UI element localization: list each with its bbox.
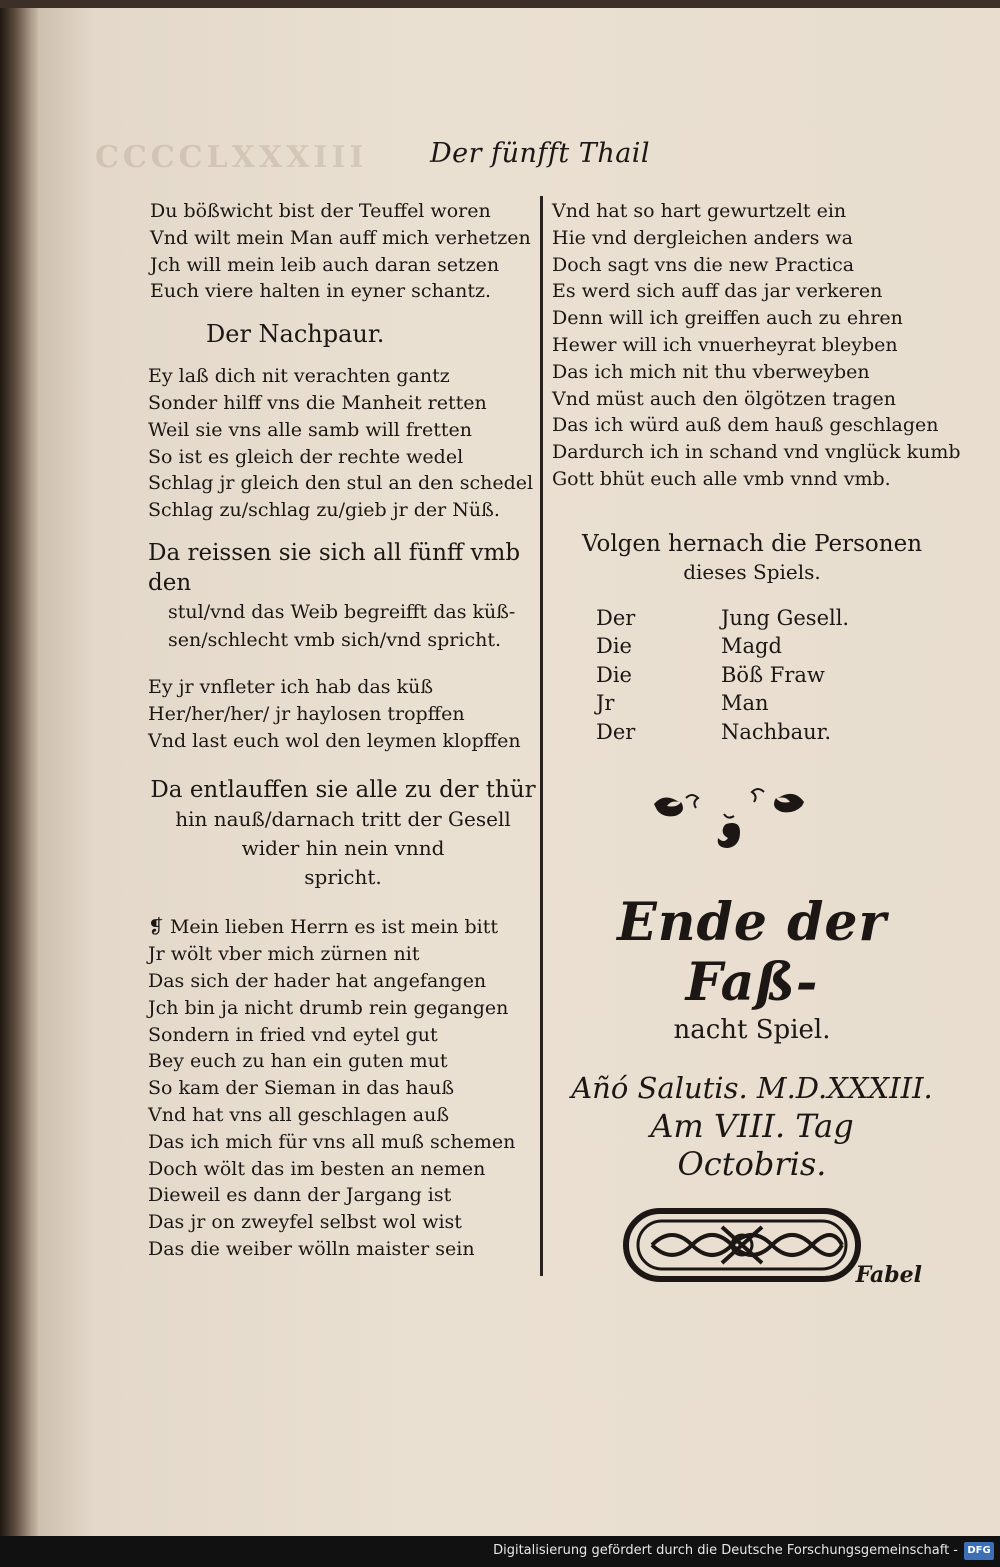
stage-line: wider hin nein vnnd [241,836,445,861]
personen-heading-line: Volgen hernach die Personen [581,530,923,557]
stage-line: spricht. [304,865,382,890]
verse-line: Vnd hat so hart gewurtzelt ein [552,200,847,222]
personen-heading-line: dieses Spiels. [683,559,821,584]
verse-line: Jr wölt vber mich zürnen nit [148,943,420,966]
colophon-title: Ende der Faß- [617,892,887,1014]
personen-list [596,604,952,747]
verse-line: Gott bhüt euch alle vmb vnnd vmb. [552,467,891,490]
column-divider [540,196,543,1276]
imprint-line: Am VIII. Tag [650,1107,854,1146]
personen-role: Magd [721,634,782,659]
stage-direction [148,776,538,892]
verse-line: Denn will ich greiffen auch zu ehren [552,307,903,330]
stage-line: Da reissen sie sich all fünff vmb den [148,539,521,596]
colophon-subtitle: nacht Spiel. [673,1015,831,1046]
verse-line: Euch viere halten in eyner schantz. [150,280,492,303]
verse-block [150,198,538,305]
verse-line: Das sich der hader hat angefangen [148,969,487,992]
verse-line: Hewer will ich vnuerheyrat bleyben [552,333,898,356]
verse-line: So kam der Sieman in das hauß [148,1077,455,1100]
verse-line: Jch bin ja nicht drumb rein gegangen [148,996,509,1019]
imprint-line: Octobris. [677,1145,827,1184]
personen-article: Der [596,719,636,744]
verse-line: Sonder hilff vns die Manheit retten [148,391,487,414]
running-head: Der fünfft Thail [430,138,651,169]
catchword: Fabel [855,1262,922,1288]
verse-block [552,198,961,493]
verse-line: Dardurch ich in schand vnd vnglück kumb [552,441,961,464]
personen-row [596,661,952,690]
imprint-date [552,1069,952,1183]
right-column [552,198,961,1289]
personen-role: Böß Fraw [721,662,825,687]
verse-line: ❡ Mein lieben Herrn es ist mein bitt [148,916,499,939]
verse-line: Das die weiber wölln maister sein [148,1237,475,1260]
book-spine [0,8,38,1536]
verse-line: Vnd müst auch den ölgötzen tragen [552,387,896,410]
verse-block [148,914,538,1262]
verse-block [148,363,538,524]
personen-article: Die [596,662,632,687]
personen-role: Man [721,691,769,716]
verse-line: Ey jr vnfleter ich hab das küß [148,675,434,698]
verse-line: Das ich mich nit thu vberweyben [552,360,870,383]
verse-line: Du bößwicht bist der Teuffel woren [150,200,491,222]
personen-row [596,604,952,633]
verse-line: Das ich mich für vns all muß schemen [148,1130,516,1153]
verse-line: Schlag zu/schlag zu/gieb jr der Nüß. [148,499,500,522]
verse-line: Das jr on zweyfel selbst wol wist [148,1211,462,1234]
imprint-line: Añó Salutis. M.D.XXXIII. [571,1071,933,1106]
verse-line: Vnd last euch wol den leymen klopffen [148,729,521,752]
verse-line: Weil sie vns alle samb will fretten [148,418,472,441]
left-column [148,198,538,1263]
footer-bar [0,1536,1000,1567]
stage-line: stul/vnd das Weib begreifft das küß- [168,600,516,623]
personen-role: Jung Gesell. [721,605,850,630]
personen-article: Der [596,605,636,630]
personen-article: Die [596,634,632,659]
footer-credit: Digitalisierung gefördert durch die Deutsche Forschungsgemeinschaft - [493,1543,958,1558]
personen-heading [552,529,952,586]
verse-line: Her/her/her/ jr haylosen tropffen [148,702,465,725]
stage-direction [148,538,538,654]
verse-line: So ist es gleich der rechte wedel [148,445,464,468]
dfg-logo: DFG [964,1542,994,1560]
verse-line: Vnd hat vns all geschlagen auß [148,1103,450,1126]
verse-line: Es werd sich auff das jar verkeren [552,280,883,303]
bleed-through-text: CCCCLXXXIII [95,140,368,175]
personen-row [596,632,952,661]
colophon [552,893,952,1047]
verse-line: Jch will mein leib auch daran setzen [150,253,500,276]
verse-line: Dieweil es dann der Jargang ist [148,1184,452,1207]
speaker-heading: Der Nachpaur. [206,320,385,349]
verse-line: Schlag jr gleich den stul an den schedel [148,472,534,495]
stage-line: Da entlauffen sie alle zu der thür [150,777,536,804]
verse-line: Hie vnd dergleichen anders wa [552,226,853,249]
verse-line: Bey euch zu han ein guten mut [148,1050,448,1073]
verse-line: Doch sagt vns die new Practica [552,253,855,276]
personen-role: Nachbaur. [721,719,832,744]
fleuron-ornament-icon [644,774,952,869]
verse-line: Sondern in fried vnd eytel gut [148,1023,438,1046]
verse-line: Das ich würd auß dem hauß geschlagen [552,414,939,437]
personen-row [596,689,952,718]
personen-article: Jr [596,691,615,716]
verse-block [148,674,538,754]
stage-line: hin nauß/darnach tritt der Gesell [175,807,511,832]
personen-row [596,718,952,747]
verse-line: Vnd wilt mein Man auff mich verhetzen [150,226,531,249]
verse-line: Ey laß dich nit verachten gantz [148,365,450,388]
stage-line: sen/schlecht vmb sich/vnd spricht. [168,628,501,651]
verse-line: Doch wölt das im besten an nemen [148,1157,486,1180]
